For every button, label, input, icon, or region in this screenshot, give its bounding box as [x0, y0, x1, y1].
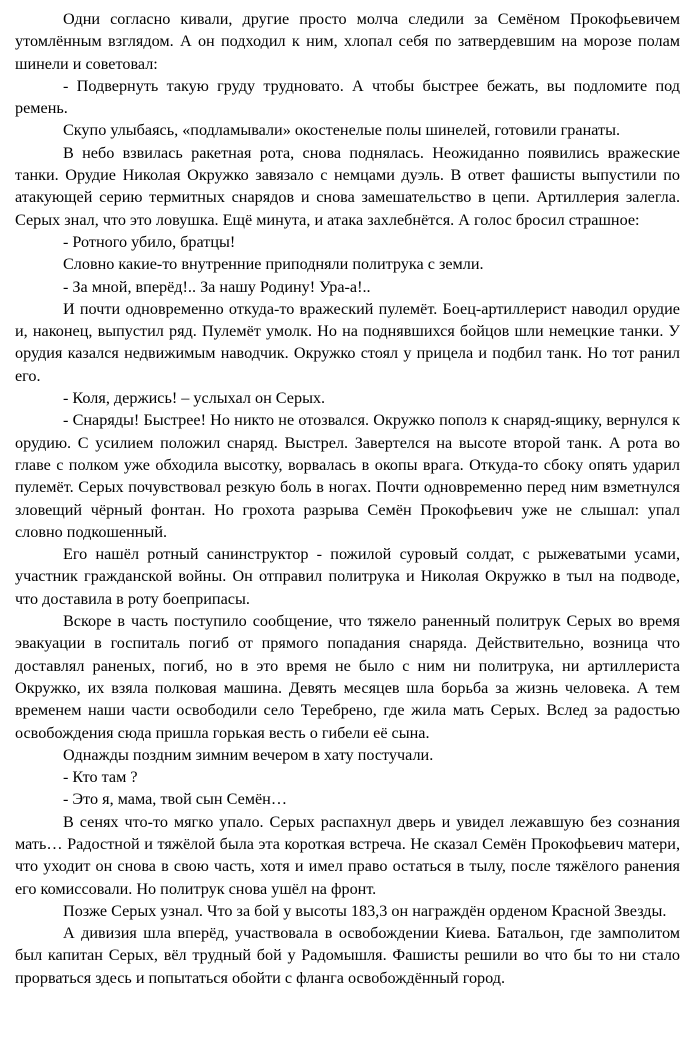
paragraph-10: - Снаряды! Быстрее! Но никто не отозвался. Окружко пополз к снаряд-ящику, вернулся к орудию. С усилием положил снаряд. Выстрел. Завертелся на высоте второй танк. А рота во главе с полком уже обходила высотку, ворвалась в окопы врага. Откуда-то сбоку опять ударил пулемёт. Серых почувствовал резкую боль в ногах. Почти одновременно перед ним взметнулся зловещий чёрный фонтан. Но грохота разрыва Семён Прокофьевич уже не слышал: упал словно подкошенный.	[15, 411, 680, 541]
paragraph-14: - Кто там ?	[63, 768, 138, 787]
paragraph-3: Скупо улыбаясь, «подламывали» окостенелые полы шинелей, готовили гранаты.	[63, 121, 620, 140]
paragraph-12: Вскоре в часть поступило сообщение, что тяжело раненный политрук Серых во время эвакуации в госпиталь погиб от прямого попадания снаряда. Действительно, возница что доставлял раненых, погиб, но в это время не было с ним ни политрука, ни артиллериста Окружко, их взяла полковая машина. Девять месяцев шла борьба за жизнь человека. А тем временем наши части освободили село Теребрено, где жила мать Серых. Вслед за радостью освобождения сюда пришла горькая весть о гибели её сына.	[15, 612, 680, 742]
paragraph-1: Одни согласно кивали, другие просто молча следили за Семёном Прокофьевичем утомлённым взглядом. А он подходил к ним, хлопал себя по затвердевшим на морозе полам шинели и советовал:	[15, 10, 680, 73]
paragraph-18: А дивизия шла вперёд, участвовала в освобождении Киева. Батальон, где замполитом был капитан Серых, вёл трудный бой у Радомышля. Фашисты решили во что бы то ни стало прорваться здесь и попытаться обойти с фланга освобождённый город.	[15, 924, 680, 987]
paragraph-17: Позже Серых узнал. Что за бой у высоты 183,3 он награждён орденом Красной Звезды.	[63, 901, 667, 920]
paragraph-9: - Коля, держись! – услыхал он Серых.	[63, 389, 326, 408]
paragraph-6: Словно какие-то внутренние приподняли политрука с земли.	[63, 255, 484, 274]
paragraph-5: - Ротного убило, братцы!	[63, 232, 236, 251]
paragraph-4: В небо взвилась ракетная рота, снова поднялась. Неожиданно появились вражеские танки. Орудие Николая Окружко завязало с немцами дуэль. В ответ фашисты выпустили по атакующей серию термитных снарядов и снова замешательство в цепи. Артиллерия залегла. Серых знал, что это ловушка. Ещё минута, и атака захлебнётся. А голос бросил страшное:	[15, 143, 680, 229]
paragraph-16: В сенях что-то мягко упало. Серых распахнул дверь и увидел лежавшую без сознания мать… Радостной и тяжёлой была эта короткая встреча. Не сказал Семён Прокофьевич матери, что уходит он снова в свою часть, хотя и имел право остаться в тылу, после тяжёлого ранения его комиссовали. Но политрук снова ушёл на фронт.	[15, 812, 680, 898]
paragraph-2: - Подвернуть такую груду трудновато. А чтобы быстрее бежать, вы подломите под ремень.	[15, 76, 680, 118]
paragraph-13: Однажды поздним зимним вечером в хату постучали.	[63, 745, 434, 764]
paragraph-7: - За мной, вперёд!.. За нашу Родину! Ура-а!..	[63, 277, 371, 296]
paragraph-15: - Это я, мама, твой сын Семён…	[63, 790, 288, 809]
paragraph-11: Его нашёл ротный санинструктор - пожилой суровый солдат, с рыжеватыми усами, участник гражданской войны. Он отправил политрука и Николая Окружко в тыл на подводе, что доставила в роту боеприпасы.	[15, 545, 680, 608]
paragraph-8: И почти одновременно откуда-то вражеский пулемёт. Боец-артиллерист наводил орудие и, наконец, выпустил ряд. Пулемёт умолк. Но на поднявшихся бойцов шли немецкие танки. У орудия казался недвижимым наводчик. Окружко стоял у прицела и подбил танк. Но тот ранил его.	[15, 299, 680, 385]
